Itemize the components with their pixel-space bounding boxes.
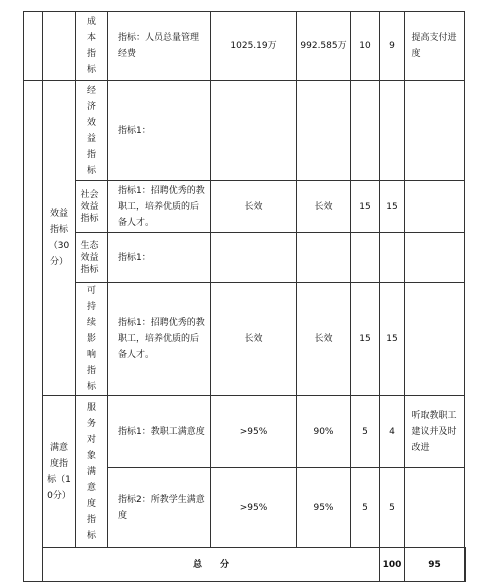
- weight-cell: 15: [351, 283, 380, 396]
- indicator-cell: 指标2：所教学生满意度: [108, 468, 211, 548]
- actual-cell: 长效: [297, 181, 351, 233]
- sub-category-satisfaction: 服务对象满意度指标: [86, 402, 96, 541]
- weight-cell: 10: [351, 12, 380, 81]
- total-row: [24, 548, 466, 582]
- indicator-cell: 指标1：招聘优秀的教职工，培养优质的后备人才。: [108, 283, 211, 396]
- sub-category-social: 社会效益指标: [80, 189, 99, 224]
- indicator-cell: 指标1：: [108, 233, 211, 283]
- score-cell: 9: [380, 12, 405, 81]
- table-row: [24, 283, 466, 396]
- target-cell: >95%: [211, 468, 297, 548]
- score-cell: 15: [380, 283, 405, 396]
- indicator-cell: 指标：人员总量管理经费: [108, 12, 211, 81]
- total-weight: 100: [380, 548, 405, 582]
- weight-cell: 15: [351, 181, 380, 233]
- actual-cell: 长效: [297, 283, 351, 396]
- weight-cell: 5: [351, 396, 380, 468]
- score-cell: 15: [380, 181, 405, 233]
- sub-category-economic: 经济效益指标: [86, 85, 96, 176]
- score-cell: 5: [380, 468, 405, 548]
- actual-cell: 90%: [297, 396, 351, 468]
- table-row: [24, 396, 466, 468]
- indicator-cell: 指标1：: [108, 81, 211, 181]
- performance-table: [23, 11, 466, 582]
- indicator-cell: 指标1：招聘优秀的教职工，培养优质的后备人才。: [108, 181, 211, 233]
- sub-category-sustain: 可持续影响指标: [86, 286, 96, 392]
- sub-category-cost: 成本指标: [86, 17, 96, 75]
- note-cell: 听取教职工建议并及时改进: [411, 410, 457, 453]
- actual-cell: 95%: [297, 468, 351, 548]
- sub-category-ecological: 生态效益指标: [80, 240, 99, 275]
- table-row: [24, 12, 466, 81]
- table-row: [24, 233, 466, 283]
- target-cell: >95%: [211, 396, 297, 468]
- indicator-cell: 指标1：教职工满意度: [108, 396, 211, 468]
- table-row: [24, 181, 466, 233]
- note-cell: 提高支付进度: [411, 33, 457, 59]
- total-score: 95: [405, 548, 465, 582]
- table-row: [24, 81, 466, 181]
- target-cell: 1025.19万: [211, 12, 297, 81]
- total-label: 总 分: [43, 548, 380, 582]
- category-benefit: 效益指标（30分）: [48, 209, 70, 267]
- target-cell: 长效: [211, 181, 297, 233]
- actual-cell: 992.585万: [297, 12, 351, 81]
- target-cell: 长效: [211, 283, 297, 396]
- category-satisfaction: 满意度指标（10分）: [47, 442, 71, 501]
- score-cell: 4: [380, 396, 405, 468]
- weight-cell: 5: [351, 468, 380, 548]
